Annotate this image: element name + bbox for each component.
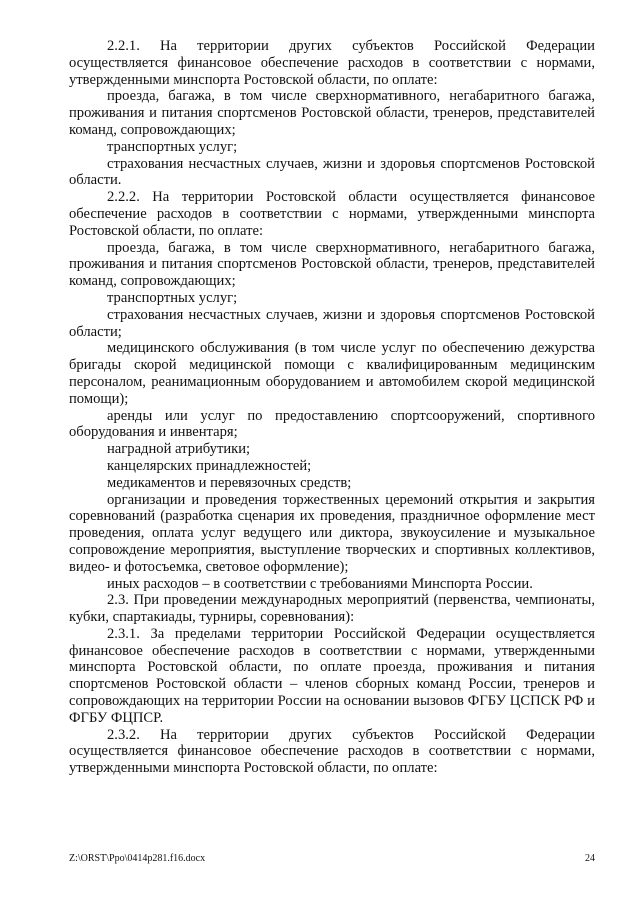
list-item-transport: транспортных услуг; [107,289,238,306]
list-item-transport: транспортных услуг; [107,138,238,155]
list-item-travel: проезда, багажа, в том числе сверхнормативного, негабаритного багажа, проживания и питания спортсменов Ростовской области, тренеров, представителей команд, сопровождающих; [69,239,595,290]
paragraph-2-3-2: 2.3.2. На территории других субъектов Российской Федерации осуществляется финансовое обеспечение расходов в соответствии с нормами, утвержденными минспорта Ростовской области, по оплате: [69,726,595,777]
document-body [69,38,595,777]
file-path: Z:\ORST\Ppo\0414p281.f16.docx [69,853,206,864]
list-item-rent: аренды или услуг по предоставлению спортсооружений, спортивного оборудования и инвентаря; [69,407,595,441]
list-item-awards: наградной атрибутики; [107,441,251,458]
list-item-travel: проезда, багажа, в том числе сверхнормативного, негабаритного багажа, проживания и питания спортсменов Ростовской области, тренеров, представителей команд, сопровождающих; [69,88,595,138]
paragraph-2-2-2: 2.2.2. На территории Ростовской области осуществляется финансовое обеспечение расходов в соответствии с нормами, утвержденными минспорта Ростовской области, по оплате: [69,189,595,239]
list-item-other: иных расходов – в соответствии с требованиями Минспорта России. [107,575,533,592]
list-item-medical: медицинского обслуживания (в том числе услуг по обеспечению дежурства бригады скорой медицинской помощи с квалифицированным медицинским персоналом, реанимационным оборудованием и автомобилем скорой медицинской помощи); [69,340,595,407]
list-item-medicines: медикаментов и перевязочных средств; [107,474,352,491]
page-number: 24 [585,853,595,864]
list-item-stationery: канцелярских принадлежностей; [107,457,312,474]
paragraph-2-3: 2.3. При проведении международных мероприятий (первенства, чемпионаты, кубки, спартакиады, турниры, соревнования): [69,592,595,626]
paragraph-2-2-1: 2.2.1. На территории других субъектов Российской Федерации осуществляется финансовое обеспечение расходов в соответствии с нормами, утвержденными минспорта Ростовской области, по оплате: [69,38,595,88]
list-item-ceremonies: организации и проведения торжественных церемоний открытия и закрытия соревнований (разработка сценария их проведения, праздничное оформление мест проведения, оплата услуг ведущего или диктора, звукоусиление и музыкальное сопровождение мероприятия, выступление творческих и спортивных коллективов, видео- и фотосъемка, световое оформление); [69,491,595,575]
list-item-insurance: страхования несчастных случаев, жизни и здоровья спортсменов Ростовской области. [69,155,595,189]
list-item-insurance: страхования несчастных случаев, жизни и здоровья спортсменов Ростовской области; [69,306,595,340]
paragraph-2-3-1: 2.3.1. За пределами территории Российской Федерации осуществляется финансовое обеспечение расходов в соответствии с нормами, утвержденными минспорта Ростовской области, по оплате проезда, проживания и питания спортсменов Ростовской области – членов сборных команд России, тренеров и сопровождающих на территории России на основании вызовов ФГБУ ЦСПСК РФ и ФГБУ ФЦПСР. [69,625,595,726]
